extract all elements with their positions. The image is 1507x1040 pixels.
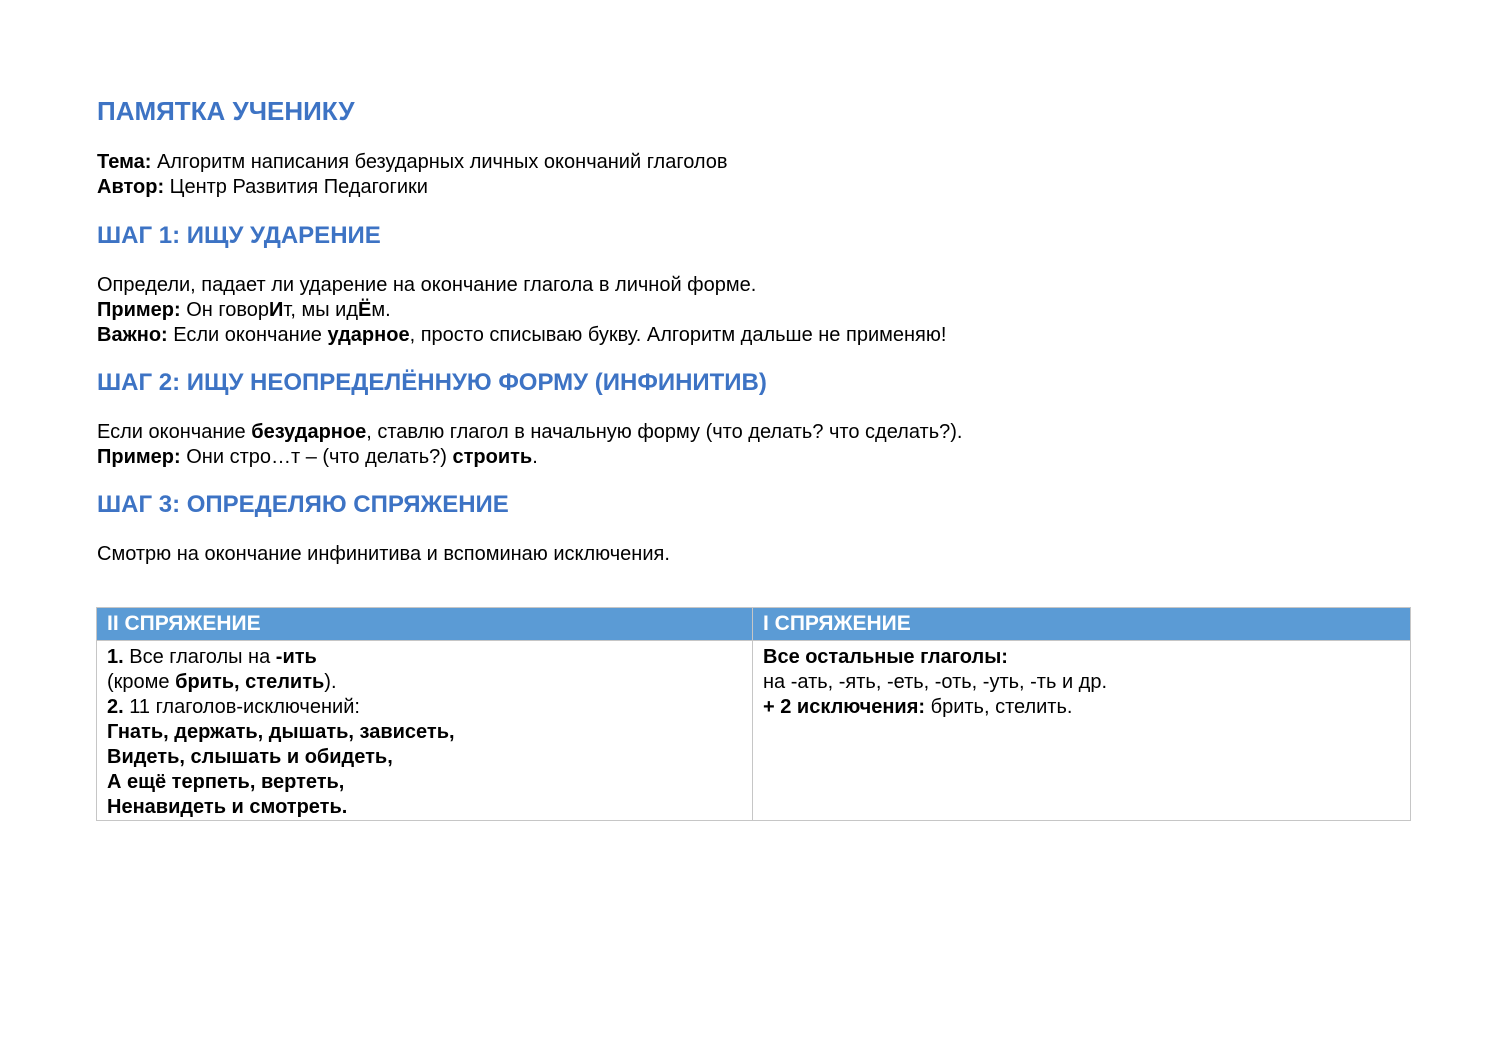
exceptions-value: брить, стелить. bbox=[925, 696, 1073, 718]
rule-text: Все глаголы на bbox=[123, 646, 276, 668]
step1-example bbox=[97, 298, 946, 323]
step2-text-part: Если окончание bbox=[97, 421, 252, 443]
author-value: Центр Развития Педагогики bbox=[164, 176, 428, 198]
step2-example bbox=[97, 445, 962, 470]
step1-example-stress: Ё bbox=[358, 299, 372, 321]
rule-1-exception bbox=[107, 670, 742, 695]
page-title: ПАМЯТКА УЧЕНИКУ bbox=[97, 96, 355, 126]
step2-text-part: , ставлю глагол в начальную форму (что делать? что сделать?). bbox=[366, 421, 963, 443]
poem-line: Ненавидеть и смотреть. bbox=[107, 796, 348, 818]
second-conjugation-cell bbox=[97, 641, 753, 821]
header-first-conjugation: I СПРЯЖЕНИЕ bbox=[753, 608, 1411, 641]
step2-example-part: Они стро…т – (что делать?) bbox=[180, 446, 453, 468]
rule-bold: -ить bbox=[275, 646, 317, 668]
step1-example-part: м. bbox=[371, 299, 391, 321]
step3-heading: ШАГ 3: ОПРЕДЕЛЯЮ СПРЯЖЕНИЕ bbox=[97, 491, 509, 518]
table-header-row bbox=[97, 608, 1411, 641]
rule-text: ). bbox=[324, 671, 337, 693]
step2-body bbox=[97, 420, 962, 470]
step1-important-part: Если окончание bbox=[167, 324, 328, 346]
step2-example-bold: строить bbox=[452, 446, 533, 468]
step1-important-bold: ударное bbox=[327, 324, 410, 346]
step2-example-label: Пример: bbox=[97, 446, 181, 468]
step1-example-label: Пример: bbox=[97, 299, 181, 321]
exceptions-label: + 2 исключения: bbox=[763, 696, 926, 718]
all-other-verbs: Все остальные глаголы: bbox=[763, 646, 1008, 668]
step1-important-label: Важно: bbox=[97, 324, 168, 346]
step1-text: Определи, падает ли ударение на окончание глагола в личной форме. bbox=[97, 274, 757, 296]
first-conjugation-cell bbox=[753, 641, 1411, 821]
rule-number: 2. bbox=[107, 696, 124, 718]
endings-list: на -ать, -ять, -еть, -оть, -уть, -ть и др. bbox=[763, 671, 1108, 693]
step1-example-stress: И bbox=[269, 299, 284, 321]
rule-1 bbox=[107, 645, 742, 670]
step1-body bbox=[97, 273, 946, 348]
step1-example-part: Он говор bbox=[180, 299, 270, 321]
step2-heading: ШАГ 2: ИЩУ НЕОПРЕДЕЛЁННУЮ ФОРМУ (ИНФИНИТИВ) bbox=[97, 369, 767, 396]
topic-line bbox=[97, 150, 728, 175]
poem-line: Видеть, слышать и обидеть, bbox=[107, 746, 393, 768]
topic-value: Алгоритм написания безударных личных окончаний глаголов bbox=[151, 151, 728, 173]
rule-bold: брить, стелить bbox=[175, 671, 325, 693]
step1-important bbox=[97, 323, 946, 348]
header-second-conjugation: II СПРЯЖЕНИЕ bbox=[97, 608, 753, 641]
rule-2 bbox=[107, 695, 742, 720]
step2-text-bold: безударное bbox=[251, 421, 367, 443]
document-meta bbox=[97, 150, 728, 200]
step1-important-part: , просто списываю букву. Алгоритм дальше не применяю! bbox=[409, 324, 947, 346]
step1-example-part: т, мы ид bbox=[283, 299, 358, 321]
table-row bbox=[97, 641, 1411, 821]
step1-heading: ШАГ 1: ИЩУ УДАРЕНИЕ bbox=[97, 222, 381, 249]
topic-label: Тема: bbox=[97, 151, 152, 173]
rule-number: 1. bbox=[107, 646, 124, 668]
poem-line: Гнать, держать, дышать, зависеть, bbox=[107, 721, 455, 743]
step2-example-part: . bbox=[532, 446, 538, 468]
exceptions-line bbox=[763, 695, 1400, 720]
rule-text: (кроме bbox=[107, 671, 176, 693]
conjugation-table bbox=[96, 607, 1411, 821]
step2-text bbox=[97, 420, 962, 445]
rule-text: 11 глаголов-исключений: bbox=[123, 696, 360, 718]
step3-body bbox=[97, 542, 670, 567]
author-line bbox=[97, 175, 728, 200]
poem-line: А ещё терпеть, вертеть, bbox=[107, 771, 345, 793]
author-label: Автор: bbox=[97, 176, 165, 198]
step3-text: Смотрю на окончание инфинитива и вспоминаю исключения. bbox=[97, 543, 670, 565]
